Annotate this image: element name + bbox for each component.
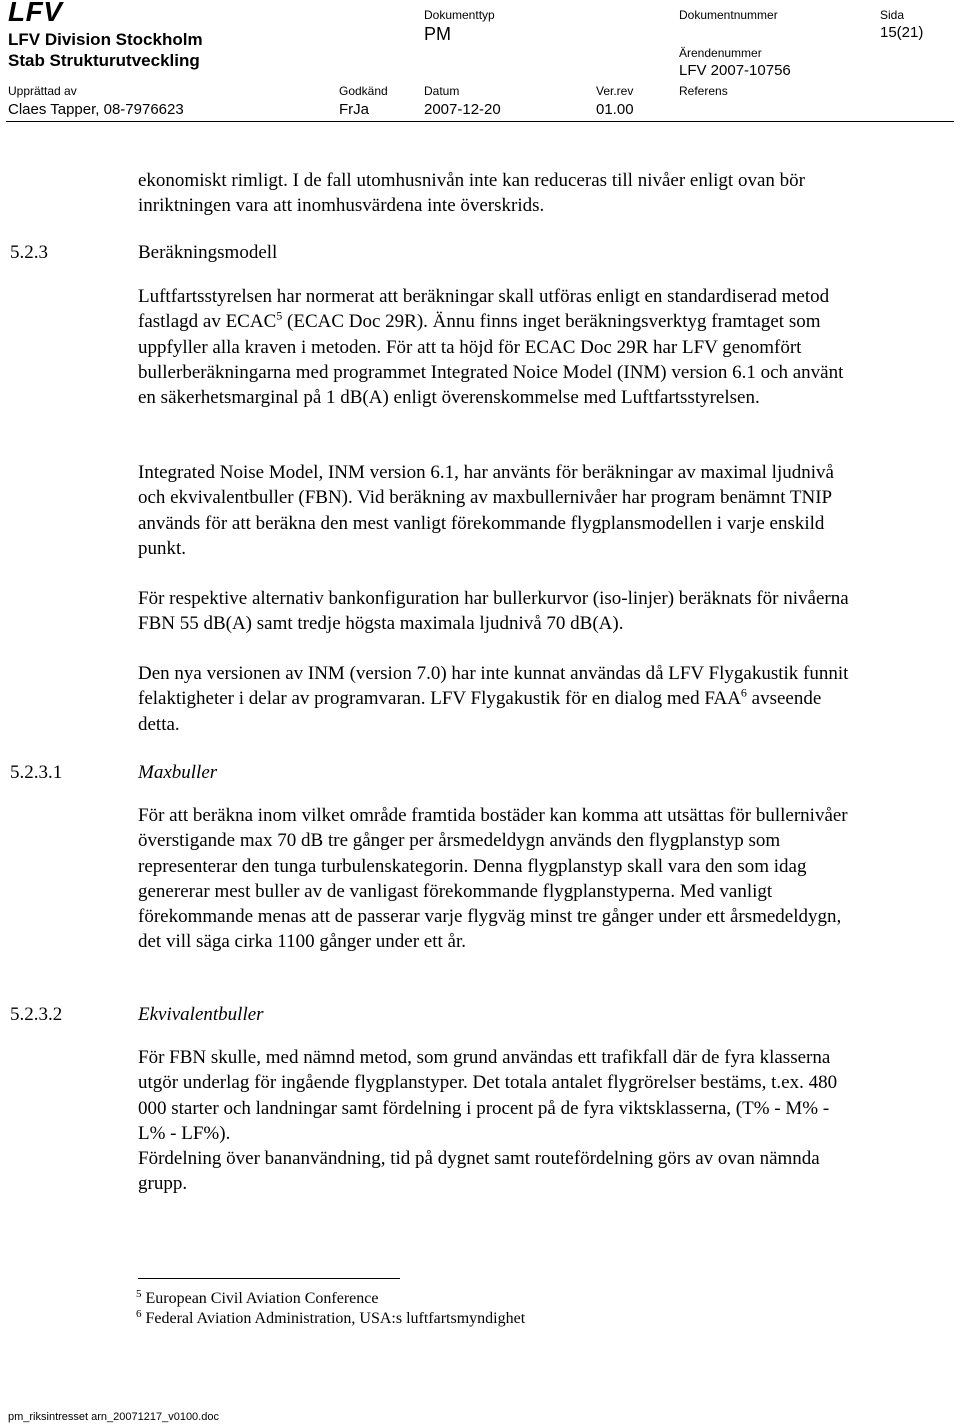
footnote-6-number: 6 [136, 1307, 142, 1320]
section-5-2-3-title: Beräkningsmodell [138, 242, 278, 263]
page-value: 15(21) [880, 24, 924, 41]
approved-value: FrJa [339, 101, 369, 118]
case-number-value: LFV 2007-10756 [679, 62, 791, 79]
maxbuller-paragraph: För att beräkna inom vilket område framtida bostäder kan komma att utsättas för bullernivåer överstigande max 70 dB tre gånger per årsmedeldygn används den flygplanstyp som representerar den tunga turbulenskategorin. Denna flygplanstyp skall vara den som idag genererar mest buller av de vanligast förekommande flygplanstyperna. Med vanligt förekommande menas att de passerar varje flygväg minst tre gånger under ett årsmedeldygn, det vill säga cirka 1100 gånger under ett år. [138, 805, 848, 953]
distribution-paragraph: Fördelning över bananvändning, tid på dygnet samt routefördelning görs av ovan nämnda grupp. [138, 1148, 820, 1195]
section-5-2-3-1-title: Maxbuller [138, 762, 218, 783]
iso-lines-paragraph: För respektive alternativ bankonfiguration har bullerkurvor (iso-linjer) beräknats för nivåerna FBN 55 dB(A) samt tredje högsta maximala ljudnivå 70 dB(A). [138, 588, 849, 635]
footnote-ref-5: 5 [276, 308, 283, 323]
ekvivalentbuller-paragraph: För FBN skulle, med nämnd metod, som grund användas ett trafikfall där de fyra klasserna utgör underlag för ingående flygplanstyper. Det totala antalet flygrörelser bestäms, t.ex. 480 000 starter och landningar samt fördelning i procent på de fyra viktsklasserna, (T% - M% - L% - LF%). [138, 1047, 838, 1144]
revision-label: Ver.rev [596, 84, 634, 98]
date-value: 2007-12-20 [424, 101, 501, 118]
author-value: Claes Tapper, 08-7976623 [8, 101, 184, 118]
reference-label: Referens [679, 84, 728, 98]
section-5-2-3-1-number: 5.2.3.1 [10, 762, 63, 783]
header-divider [6, 121, 954, 122]
calculation-method-paragraph [138, 284, 858, 410]
footnote-6-text: Federal Aviation Administration, USA:s luftfartsmyndighet [145, 1310, 526, 1327]
paragraph-text: avseende detta. [138, 688, 822, 735]
approved-label: Godkänd [339, 84, 388, 98]
footnote-5-number: 5 [136, 1287, 142, 1300]
intro-paragraph: ekonomiskt rimligt. I de fall utomhusnivån inte kan reduceras till nivåer enligt ovan bör inriktningen vara att inomhusvärdena inte överskrids. [138, 170, 805, 217]
footnote-6 [136, 1307, 526, 1328]
footnote-ref-6: 6 [740, 685, 747, 700]
revision-value: 01.00 [596, 101, 634, 118]
case-number-label: Ärendenummer [679, 46, 762, 60]
file-name-footer: pm_riksintresset arn_20071217_v0100.doc [8, 1411, 219, 1423]
doctype-label: Dokumenttyp [424, 8, 495, 22]
paragraph-text: Luftfartsstyrelsen har normerat att beräkningar skall utföras enligt en standardiserad metod fastlagd av ECAC [138, 286, 830, 333]
footnote-divider [138, 1278, 400, 1279]
section-5-2-3-2-number: 5.2.3.2 [10, 1004, 63, 1025]
paragraph-text: (ECAC Doc 29R). Ännu finns inget beräkningsverktyg framtaget som uppfyller alla kraven i metoden. För att ta höjd för ECAC Doc 29R har LFV genomfört bullerberäkningarna med programmet Integrated Noice Model (INM) version 6.1 och använt en säkerhetsmarginal på 1 dB(A) enligt överenskommelse med Luftfartsstyrelsen. [138, 311, 844, 409]
division-name: LFV Division Stockholm [8, 30, 203, 49]
unit-name: Stab Strukturutveckling [8, 51, 200, 70]
section-5-2-3-number: 5.2.3 [10, 242, 48, 263]
docnumber-label: Dokumentnummer [679, 8, 778, 22]
inm-version-paragraph [138, 661, 858, 737]
lfv-logo: LFV [8, 0, 63, 27]
section-5-2-3-2-title: Ekvivalentbuller [138, 1004, 264, 1025]
author-label: Upprättad av [8, 84, 77, 98]
footnote-5 [136, 1287, 379, 1308]
inm-paragraph: Integrated Noise Model, INM version 6.1, har använts för beräkningar av maximal ljudnivå och ekvivalentbuller (FBN). Vid beräkning av maxbullernivåer har program benämnt TNIP används för att beräkna den mest vanligt förekommande flygplansmodellen i varje enskild punkt. [138, 462, 834, 559]
doctype-value: PM [424, 24, 451, 44]
footnote-5-text: European Civil Aviation Conference [145, 1290, 379, 1307]
paragraph-text: Den nya versionen av INM (version 7.0) har inte kunnat användas då LFV Flygakustik funnit felaktigheter i delar av programvaran. LFV Flygakustik för en dialog med FAA [138, 663, 849, 710]
date-label: Datum [424, 84, 460, 98]
page-label: Sida [880, 8, 905, 22]
